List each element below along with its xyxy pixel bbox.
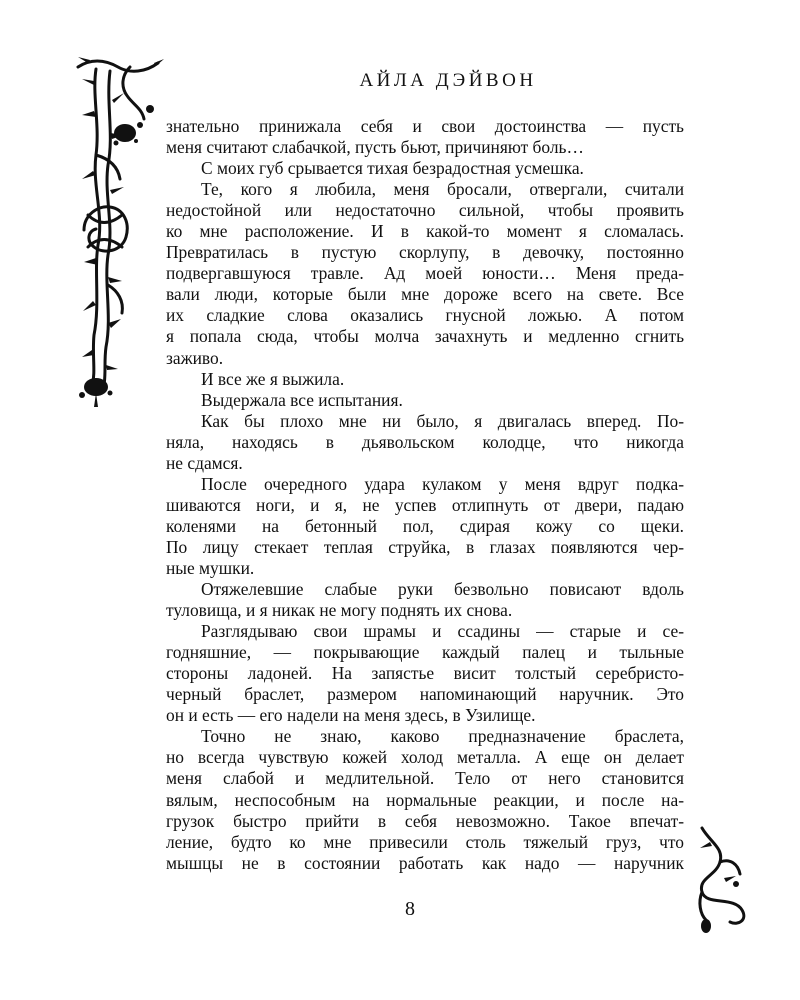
- text-line: шиваются ноги, и я, не успев отлипнуть от двери, падаю: [166, 494, 684, 515]
- running-header: АЙЛА ДЭЙВОН: [359, 70, 537, 91]
- text-line: подвергавшуюся травле. Ад моей юности… Меня преда-: [166, 263, 684, 284]
- text-line: вали люди, которые были мне дороже всего на свете. Все: [166, 284, 684, 305]
- text-line: черный браслет, размером напоминающий наручник. Это: [166, 684, 684, 705]
- text-line: Выдержала все испытания.: [201, 389, 403, 410]
- text-line: После очередного удара кулаком у меня вдруг подка-: [201, 473, 684, 494]
- body-text: [166, 116, 684, 874]
- text-line: Разглядываю свои шрамы и ссадины — старые и се-: [201, 621, 684, 642]
- text-line: туловища, и я никак не могу поднять их снова.: [166, 600, 513, 621]
- text-line: заживо.: [166, 347, 224, 368]
- text-line: Превратилась в пустую скорлупу, в девочку, постоянно: [166, 242, 684, 263]
- text-line: ные мушки.: [166, 557, 255, 578]
- text-line: стороны ладоней. На запястье висит толстый серебристо-: [166, 663, 684, 684]
- text-line: я попала сюда, чтобы молча зачахнуть и медленно сгнить: [166, 326, 684, 347]
- text-line: вялым, неспособным на нормальные реакции, и после на-: [166, 789, 684, 810]
- thorn-vine-ornament-left: [70, 55, 180, 425]
- text-line: но всегда чувствую кожей холод металла. А еще он делает: [166, 747, 684, 768]
- text-line: он и есть — его надели на меня здесь, в Узилище.: [166, 705, 536, 726]
- text-line: По лицу стекает теплая струйка, в глазах появляются чер-: [166, 536, 684, 557]
- text-line: Те, кого я любила, меня бросали, отвергали, считали: [201, 179, 684, 200]
- text-line: меня слабой и медлительной. Тело от него становится: [166, 768, 684, 789]
- text-line: знательно принижала себя и свои достоинства — пусть: [166, 116, 684, 136]
- text-line: не сдамся.: [166, 452, 243, 473]
- text-line: их сладкие слова оказались гнусной ложью. А потом: [166, 305, 684, 326]
- text-line: Отяжелевшие слабые руки безвольно повисают вдоль: [201, 579, 684, 600]
- page-number: 8: [405, 898, 415, 920]
- text-line: годняшние, — покрывающие каждый палец и тыльные: [166, 642, 684, 663]
- text-line: няла, находясь в дьявольском колодце, что никогда: [166, 431, 684, 452]
- text-line: меня считают слабачкой, пусть бьют, причиняют боль…: [166, 137, 584, 158]
- text-line: недостойной или недостаточно сильной, чтобы проявить: [166, 200, 684, 221]
- text-line: ление, будто ко мне привесили столь тяжелый груз, что: [166, 831, 684, 852]
- thorn-vine-ornament-right: [690, 822, 760, 942]
- text-line: ко мне расположение. И в какой-то момент я сломалась.: [166, 221, 684, 242]
- text-line: С моих губ срывается тихая безрадостная усмешка.: [201, 158, 584, 179]
- text-line: Точно не знаю, каково предназначение браслета,: [201, 726, 684, 747]
- text-line: грузок быстро прийти в себя невозможно. Такое впечат-: [166, 810, 684, 831]
- text-line: коленями на бетонный пол, сдирая кожу со щеки.: [166, 515, 684, 536]
- text-line: И все же я выжила.: [201, 368, 345, 389]
- text-line: Как бы плохо мне ни было, я двигалась вперед. По-: [201, 410, 684, 431]
- text-line: мышцы не в состоянии работать как надо — наручник: [166, 852, 684, 873]
